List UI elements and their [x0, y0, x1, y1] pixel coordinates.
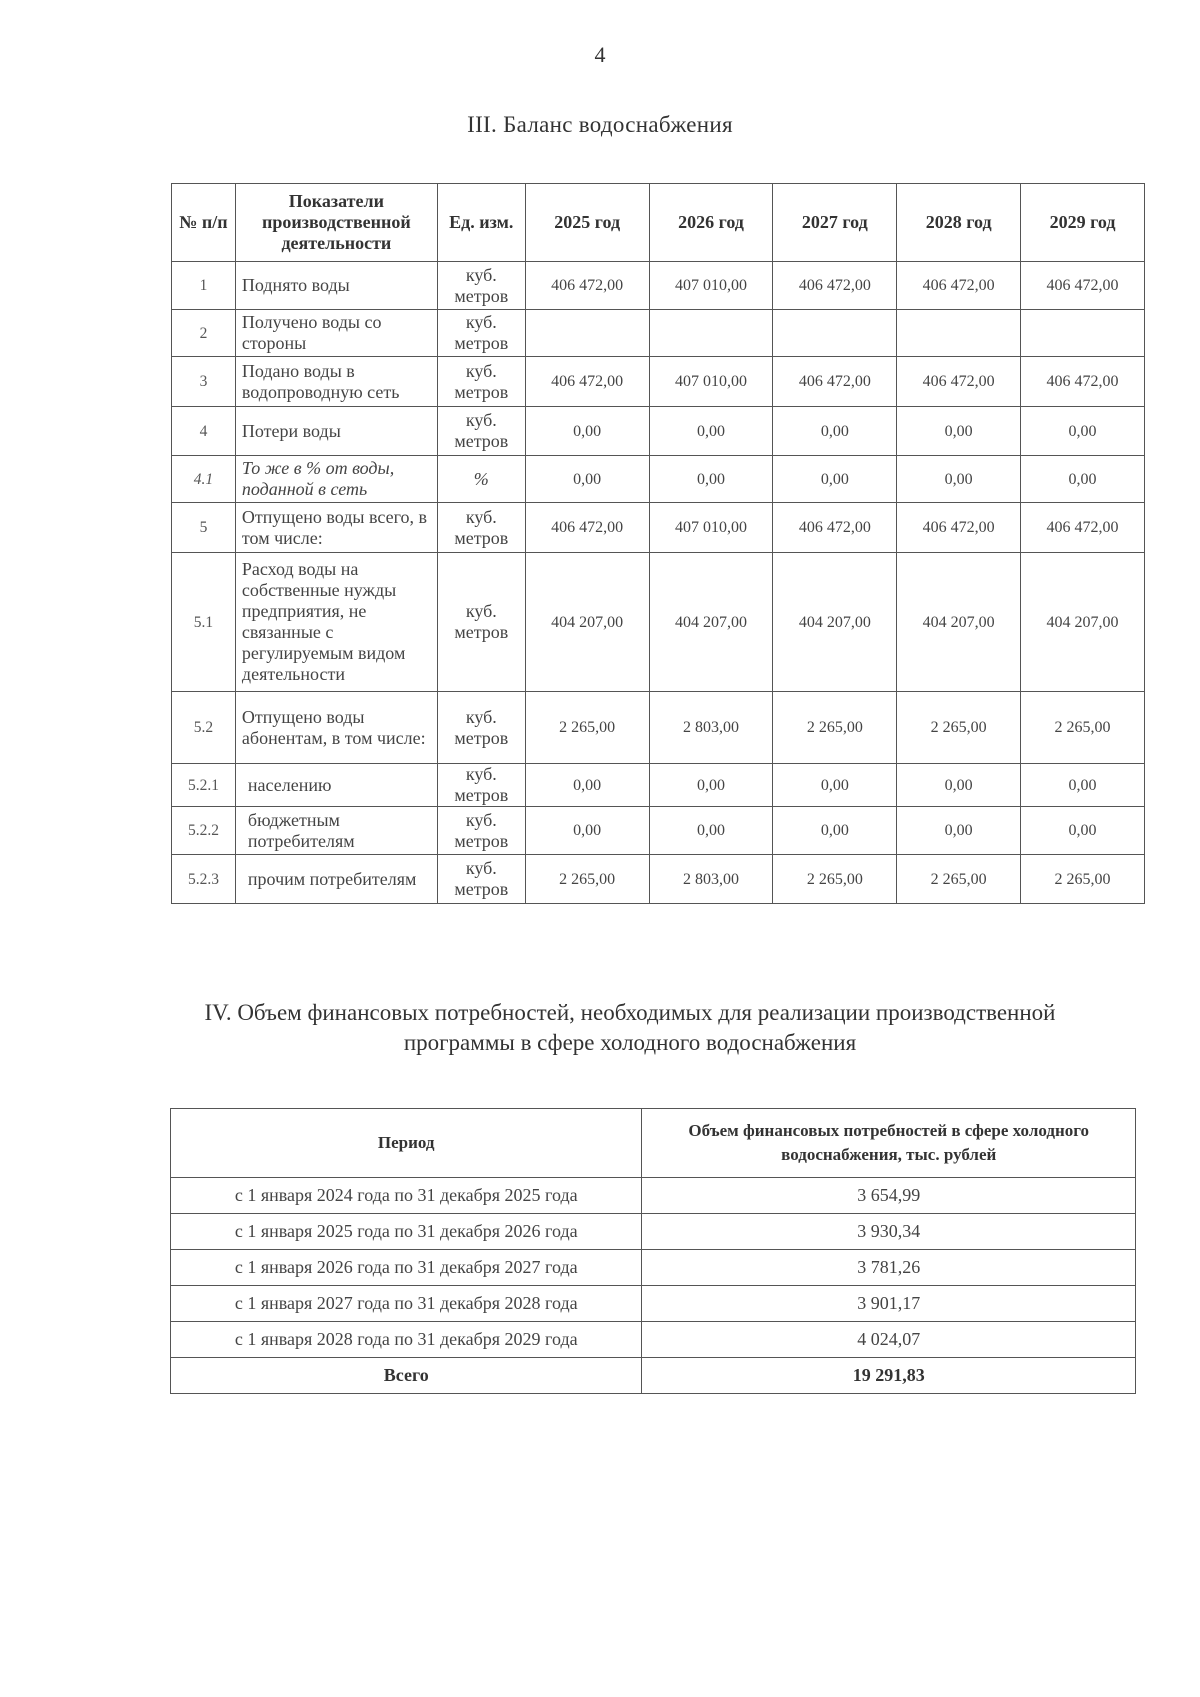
period-cell: с 1 января 2026 года по 31 декабря 2027 года	[171, 1250, 642, 1286]
row-value: 407 010,00	[649, 262, 773, 310]
header-amount: Объем финансовых потребностей в сфере холодного водоснабжения, тыс. рублей	[642, 1109, 1136, 1178]
row-indicator: прочим потребителям	[235, 855, 437, 904]
row-unit: куб. метров	[437, 503, 525, 553]
row-value: 0,00	[897, 456, 1021, 503]
row-number: 5.2	[172, 692, 236, 764]
financial-needs-table	[170, 1108, 1136, 1394]
row-number: 5.2.3	[172, 855, 236, 904]
table-row	[172, 310, 1145, 357]
row-value	[649, 310, 773, 357]
row-value: 406 472,00	[897, 503, 1021, 553]
table-row	[172, 503, 1145, 553]
row-number: 1	[172, 262, 236, 310]
header-num: № п/п	[172, 184, 236, 262]
row-value: 0,00	[649, 456, 773, 503]
row-value: 406 472,00	[897, 262, 1021, 310]
row-value	[773, 310, 897, 357]
header-year: 2029 год	[1021, 184, 1145, 262]
row-value: 0,00	[773, 764, 897, 807]
row-value: 0,00	[649, 807, 773, 855]
row-value: 407 010,00	[649, 503, 773, 553]
period-cell: с 1 января 2028 года по 31 декабря 2029 года	[171, 1322, 642, 1358]
row-value: 0,00	[525, 807, 649, 855]
row-value	[1021, 310, 1145, 357]
row-value: 404 207,00	[649, 553, 773, 692]
table-row	[172, 764, 1145, 807]
row-value: 0,00	[649, 407, 773, 456]
row-value: 2 265,00	[525, 692, 649, 764]
table-row	[172, 553, 1145, 692]
row-value: 0,00	[525, 764, 649, 807]
row-value: 2 803,00	[649, 692, 773, 764]
table-row	[172, 456, 1145, 503]
row-value: 2 265,00	[897, 855, 1021, 904]
row-value: 406 472,00	[525, 357, 649, 407]
row-indicator: Потери воды	[235, 407, 437, 456]
row-value: 2 265,00	[1021, 855, 1145, 904]
row-indicator: населению	[235, 764, 437, 807]
table-row	[172, 262, 1145, 310]
header-year: 2025 год	[525, 184, 649, 262]
row-value: 406 472,00	[773, 357, 897, 407]
row-number: 5.1	[172, 553, 236, 692]
row-unit: куб. метров	[437, 357, 525, 407]
row-value: 0,00	[897, 807, 1021, 855]
water-balance-table	[171, 183, 1145, 904]
total-label: Всего	[171, 1358, 642, 1394]
row-value: 404 207,00	[1021, 553, 1145, 692]
row-value: 404 207,00	[773, 553, 897, 692]
row-value: 0,00	[1021, 807, 1145, 855]
header-year: 2027 год	[773, 184, 897, 262]
row-value: 0,00	[897, 764, 1021, 807]
row-value: 406 472,00	[773, 262, 897, 310]
row-number: 3	[172, 357, 236, 407]
row-indicator: Отпущено воды всего, в том числе:	[235, 503, 437, 553]
row-unit: куб. метров	[437, 764, 525, 807]
row-unit: куб. метров	[437, 407, 525, 456]
row-value: 2 803,00	[649, 855, 773, 904]
table-row	[172, 807, 1145, 855]
row-number: 5	[172, 503, 236, 553]
table-row	[172, 855, 1145, 904]
table-header-row	[171, 1109, 1136, 1178]
amount-cell: 4 024,07	[642, 1322, 1136, 1358]
row-value: 0,00	[1021, 764, 1145, 807]
amount-cell: 3 654,99	[642, 1178, 1136, 1214]
row-indicator: бюджетным потребителям	[235, 807, 437, 855]
table-row	[171, 1214, 1136, 1250]
row-value: 0,00	[1021, 456, 1145, 503]
amount-cell: 3 930,34	[642, 1214, 1136, 1250]
row-value: 406 472,00	[1021, 357, 1145, 407]
section-4-title: IV. Объем финансовых потребностей, необходимых для реализации производственной программы в сфере холодного водоснабжения	[204, 1000, 1056, 1055]
row-indicator: Подано воды в водопроводную сеть	[235, 357, 437, 407]
row-indicator: Поднято воды	[235, 262, 437, 310]
row-number: 4.1	[172, 456, 236, 503]
row-value: 0,00	[773, 407, 897, 456]
row-value: 0,00	[1021, 407, 1145, 456]
page-number: 4	[594, 42, 606, 67]
row-value: 2 265,00	[773, 692, 897, 764]
row-value: 2 265,00	[773, 855, 897, 904]
row-unit: куб. метров	[437, 807, 525, 855]
row-unit: %	[437, 456, 525, 503]
row-unit: куб. метров	[437, 692, 525, 764]
row-unit: куб. метров	[437, 855, 525, 904]
table-row	[172, 357, 1145, 407]
row-value	[525, 310, 649, 357]
row-indicator: Расход воды на собственные нужды предприятия, не связанные с регулируемым видом деятельности	[235, 553, 437, 692]
header-year: 2026 год	[649, 184, 773, 262]
row-number: 2	[172, 310, 236, 357]
section-3-title: III. Баланс водоснабжения	[467, 112, 733, 137]
row-value: 2 265,00	[897, 692, 1021, 764]
row-indicator: Отпущено воды абонентам, в том числе:	[235, 692, 437, 764]
row-number: 4	[172, 407, 236, 456]
table-row	[172, 692, 1145, 764]
table-header-row	[172, 184, 1145, 262]
period-cell: с 1 января 2025 года по 31 декабря 2026 года	[171, 1214, 642, 1250]
period-cell: с 1 января 2024 года по 31 декабря 2025 года	[171, 1178, 642, 1214]
row-value: 0,00	[897, 407, 1021, 456]
row-value: 404 207,00	[897, 553, 1021, 692]
total-amount: 19 291,83	[642, 1358, 1136, 1394]
row-value: 407 010,00	[649, 357, 773, 407]
row-value: 404 207,00	[525, 553, 649, 692]
header-year: 2028 год	[897, 184, 1021, 262]
row-value: 406 472,00	[773, 503, 897, 553]
row-unit: куб. метров	[437, 310, 525, 357]
row-value: 0,00	[773, 456, 897, 503]
row-value	[897, 310, 1021, 357]
header-indicator: Показатели производственной деятельности	[235, 184, 437, 262]
row-number: 5.2.1	[172, 764, 236, 807]
row-value: 406 472,00	[525, 262, 649, 310]
row-unit: куб. метров	[437, 262, 525, 310]
row-value: 0,00	[525, 456, 649, 503]
row-value: 406 472,00	[525, 503, 649, 553]
row-value: 0,00	[773, 807, 897, 855]
amount-cell: 3 781,26	[642, 1250, 1136, 1286]
row-value: 2 265,00	[1021, 692, 1145, 764]
row-value: 0,00	[649, 764, 773, 807]
row-indicator: То же в % от воды, поданной в сеть	[235, 456, 437, 503]
period-cell: с 1 января 2027 года по 31 декабря 2028 года	[171, 1286, 642, 1322]
table-row	[172, 407, 1145, 456]
table-row	[171, 1286, 1136, 1322]
header-unit: Ед. изм.	[437, 184, 525, 262]
table-row	[171, 1178, 1136, 1214]
total-row	[171, 1358, 1136, 1394]
row-indicator: Получено воды со стороны	[235, 310, 437, 357]
row-value: 406 472,00	[1021, 262, 1145, 310]
row-value: 0,00	[525, 407, 649, 456]
row-value: 406 472,00	[897, 357, 1021, 407]
table-row	[171, 1322, 1136, 1358]
amount-cell: 3 901,17	[642, 1286, 1136, 1322]
row-value: 406 472,00	[1021, 503, 1145, 553]
row-unit: куб. метров	[437, 553, 525, 692]
table-row	[171, 1250, 1136, 1286]
row-value: 2 265,00	[525, 855, 649, 904]
row-number: 5.2.2	[172, 807, 236, 855]
header-period: Период	[171, 1109, 642, 1178]
